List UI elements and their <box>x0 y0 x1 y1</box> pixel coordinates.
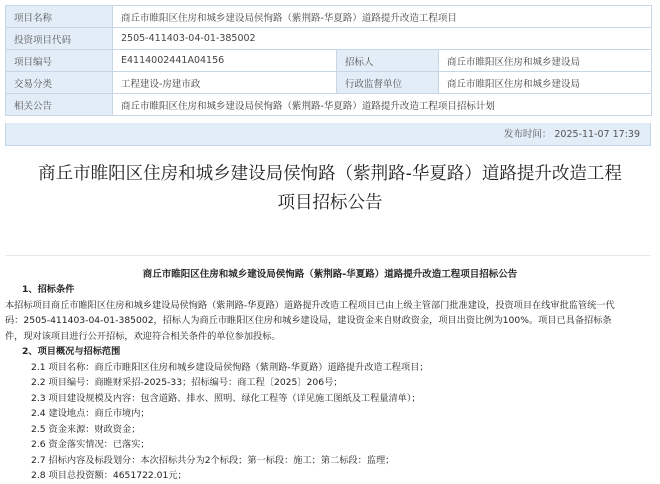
page-title <box>0 160 660 218</box>
tenderer-value: 商丘市睢阳区住房和城乡建设局 <box>439 50 652 72</box>
trade-type-value: 工程建设-房建市政 <box>113 72 337 94</box>
section-1-text: 件，现对该项目进行公开招标，欢迎符合相关条件的单位参加投标。 <box>5 330 281 342</box>
page-title-line-2: 项目招标公告 <box>277 193 383 213</box>
related-label: 相关公告 <box>6 94 113 116</box>
publish-time: 发布时间： 2025-11-07 17:39 <box>5 123 651 146</box>
trade-type-label: 交易分类 <box>6 72 113 94</box>
row-project-name <box>6 6 652 28</box>
section-2-item: 2.8 项目总投资额：4651722.01元； <box>31 470 187 481</box>
project-info-table <box>5 5 652 116</box>
project-name-label: 项目名称 <box>6 6 113 28</box>
section-2-item: 2.7 招标内容及标段划分：本次招标共分为2个标段；第一标段：施工；第二标段：监理； <box>31 454 395 466</box>
invest-code-value: 2505-411403-04-01-385002 <box>113 28 652 50</box>
regulator-value: 商丘市睢阳区住房和城乡建设局 <box>439 72 652 94</box>
row-related <box>6 94 652 116</box>
announcement-body <box>5 282 651 484</box>
tenderer-label: 招标人 <box>337 50 439 72</box>
divider <box>5 255 651 256</box>
section-2-item: 2.1 项目名称：商丘市睢阳区住房和城乡建设局侯恂路（紫荆路-华夏路）道路提升改造工程项目； <box>31 361 429 373</box>
row-invest-code <box>6 28 652 50</box>
section-2-heading: 2、项目概况与招标范围 <box>22 346 121 357</box>
row-trade-type <box>6 72 652 94</box>
section-2-item: 2.3 项目建设规模及内容：包含道路、排水、照明、绿化工程等（详见施工图纸及工程量清单）； <box>31 392 421 404</box>
related-announcement-link[interactable]: 商丘市睢阳区住房和城乡建设局侯恂路（紫荆路-华夏路）道路提升改造工程项目招标计划 <box>113 94 652 116</box>
page-title-line-1: 商丘市睢阳区住房和城乡建设局侯恂路（紫荆路-华夏路）道路提升改造工程 <box>38 164 622 184</box>
announcement-subtitle: 商丘市睢阳区住房和城乡建设局侯恂路（紫荆路-华夏路）道路提升改造工程项目招标公告 <box>142 269 518 280</box>
section-2-item: 2.4 建设地点：商丘市境内； <box>31 408 150 419</box>
section-1-heading: 1、招标条件 <box>22 284 75 295</box>
section-2-item: 2.6 资金落实情况：已落实； <box>31 439 150 450</box>
section-1-text: 码：2505-411403-04-01-385002，招标人为商丘市睢阳区住房和城乡建设局，建设资金来自财政资金，项目出资比例为100%。项目已具备招标条 <box>5 315 612 326</box>
section-1-text: 本招标项目商丘市睢阳区住房和城乡建设局侯恂路（紫荆路-华夏路）道路提升改造工程项目已由上级主管部门批准建设，投资项目在线审批监管统一代 <box>5 299 615 311</box>
project-no-value: E4114002441A04156 <box>113 50 337 72</box>
row-project-no <box>6 50 652 72</box>
project-name-value: 商丘市睢阳区住房和城乡建设局侯恂路（紫荆路-华夏路）道路提升改造工程项目 <box>113 6 652 28</box>
project-no-label: 项目编号 <box>6 50 113 72</box>
section-2-item: 2.2 项目编号：商睢财采招-2025-33；招标编号：商工程〔2025〕206号； <box>31 377 343 388</box>
section-2-item: 2.5 资金来源：财政资金； <box>31 423 141 435</box>
invest-code-label: 投资项目代码 <box>6 28 113 50</box>
regulator-label: 行政监督单位 <box>337 72 439 94</box>
